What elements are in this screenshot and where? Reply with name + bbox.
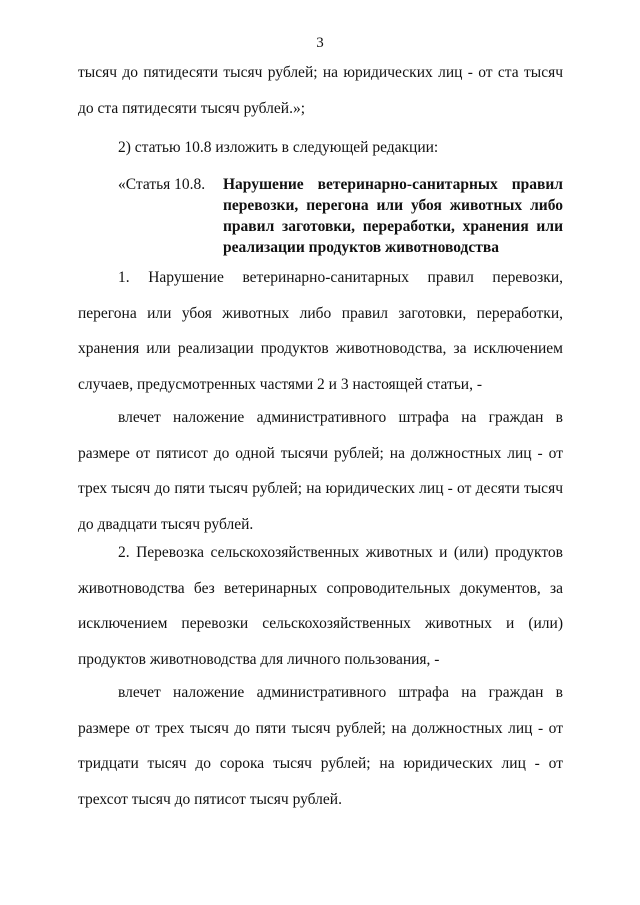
page-number: 3 [316, 35, 324, 51]
article-label: «Статья 10.8. [118, 176, 206, 193]
amendment-item-2: 2) статью 10.8 изложить в следующей редакции: [118, 139, 439, 156]
part-1-penalty: влечет наложение административного штрафа на граждан в размере от пятисот до одной тысячи рублей; на должностных лиц - от трех тысяч до пяти тысяч рублей; на юридических лиц - от десяти тысяч до двадцати тысяч рублей. [78, 409, 563, 533]
intro-paragraph: тысяч до пятидесяти тысяч рублей; на юридических лиц - от ста тысяч до ста пятидесяти тысяч рублей.»; [78, 64, 563, 117]
article-heading [118, 174, 563, 258]
part-2-text: 2. Перевозка сельскохозяйственных животных и (или) продуктов животноводства без ветеринарных сопроводительных документов, за исключением перевозки сельскохозяйственных животных и (или) продуктов животноводства для личного пользования, - [78, 544, 563, 668]
part-1-text: 1. Нарушение ветеринарно-санитарных правил перевозки, перегона или убоя животных либо правил заготовки, переработки, хранения или реализации продуктов животноводства, за исключением случаев, предусмотренных частями 2 и 3 настоящей статьи, - [78, 269, 563, 393]
article-title: Нарушение ветеринарно-санитарных правил перевозки, перегона или убоя животных либо правил заготовки, переработки, хранения или реализации продуктов животноводства [223, 176, 563, 256]
part-2-penalty: влечет наложение административного штрафа на граждан в размере от трех тысяч до пяти тысяч рублей; на должностных лиц - от тридцати тысяч до сорока тысяч рублей; на юридических лиц - от трехсот тысяч до пятисот тысяч рублей. [78, 684, 563, 808]
